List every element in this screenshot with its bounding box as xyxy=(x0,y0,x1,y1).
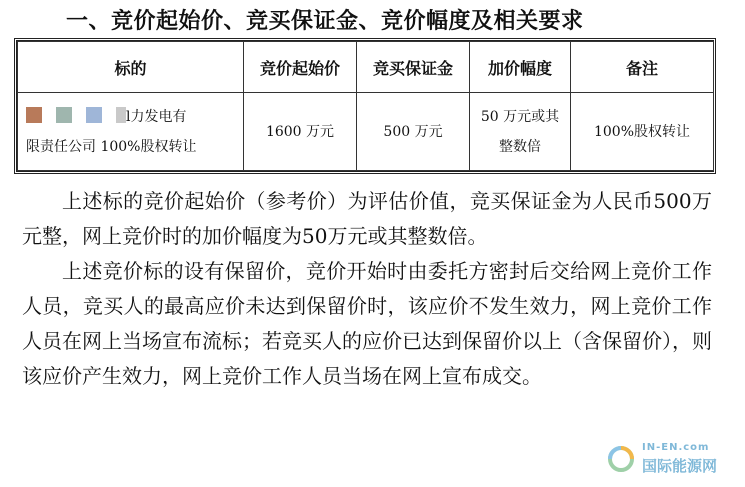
subject-line-1 xyxy=(26,102,243,132)
table-header-row xyxy=(18,42,714,93)
redaction-block xyxy=(86,107,102,123)
cell-start-price: 1600 万元 xyxy=(244,93,357,171)
watermark-name: 国际能源网 xyxy=(642,457,718,475)
subject-line-2: 限责任公司 100%股权转让 xyxy=(26,138,197,155)
increment-line-1: 50 万元或其 xyxy=(480,108,560,125)
cell-remark: 100%股权转让 xyxy=(571,93,714,171)
section-title: 一、竞价起始价、竞买保证金、竞价幅度及相关要求 xyxy=(66,9,584,34)
header-start-price: 竞价起始价 xyxy=(244,42,357,93)
cell-increment xyxy=(470,93,571,171)
auction-table xyxy=(14,38,716,174)
table-row xyxy=(18,93,714,171)
redaction-block xyxy=(56,107,72,123)
increment-line-2: 整数倍 xyxy=(499,138,541,155)
watermark xyxy=(606,440,738,480)
body-text xyxy=(22,184,712,394)
energy-logo-icon xyxy=(606,444,636,474)
header-subject: 标的 xyxy=(18,42,244,93)
redaction-block xyxy=(26,107,42,123)
paragraph-1: 上述标的竞价起始价（参考价）为评估价值，竞买保证金为人民币500万元整，网上竞价时的加价幅度为50万元或其整数倍。 xyxy=(22,189,712,248)
watermark-domain: IN-EN.com xyxy=(642,442,710,453)
header-deposit: 竞买保证金 xyxy=(357,42,470,93)
header-remark: 备注 xyxy=(571,42,714,93)
header-increment: 加价幅度 xyxy=(470,42,571,93)
cell-subject xyxy=(18,93,244,171)
cell-deposit: 500 万元 xyxy=(357,93,470,171)
paragraph-2: 上述竞价标的设有保留价，竞价开始时由委托方密封后交给网上竞价工作人员，竞买人的最高应价未达到保留价时，该应价不发生效力，网上竞价工作人员在网上当场宣布流标；若竞买人的应价已达到保留价以上（含保留价），则该应价产生效力，网上竞价工作人员当场在网上宣布成交。 xyxy=(22,259,712,388)
redaction-block xyxy=(116,107,126,123)
subject-line-1-text: l力发电有 xyxy=(126,108,187,125)
